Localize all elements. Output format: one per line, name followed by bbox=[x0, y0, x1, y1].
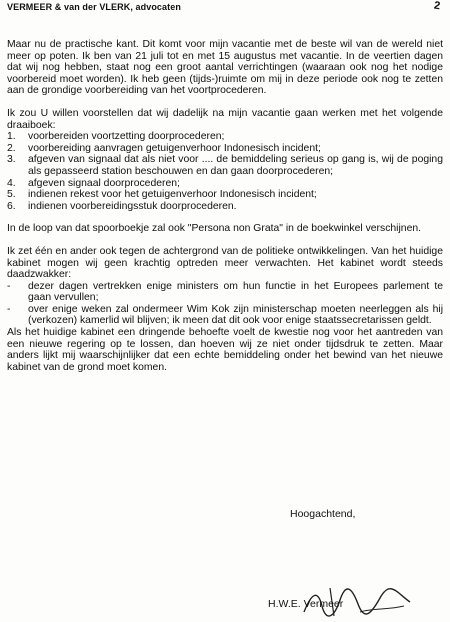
paragraph-politics: Ik zet één en ander ook tegen de achtergrond van de politieke ontwikkelingen. Van het huidige kabinet mogen wij geen krachtig optreden meer verwachten. Het kabinet wordt steeds daadzwakker: bbox=[7, 245, 443, 281]
list-item-text: over enige weken zal ondermeer Wim Kok zijn ministerschap moeten neerleggen als hij (verkozen) kamerlid wil blijven; ik meen dat dit ook voor enige staatssecretarissen geldt. bbox=[28, 303, 443, 327]
list-item bbox=[7, 189, 443, 201]
letter-body bbox=[7, 39, 443, 384]
list-item bbox=[7, 143, 443, 155]
list-item bbox=[7, 154, 443, 177]
list-number: 4. bbox=[7, 177, 16, 189]
paragraph-practical: Maar nu de practische kant. Dit komt voor mijn vacantie met de beste wil van de wereld niet meer op poten. Ik ben van 21 juli tot en met 15 augustus met vacantie. In de veertien dagen dat wij nog hebben, staat nog een groot aantal verrichtingen (waaraan ook nog het nodige voorbereid moet worden). Ik heb geen (tijds-)ruimte om mij in deze periode ook nog te zetten aan de grondige voorbereiding van het voortprocederen. bbox=[7, 39, 443, 97]
list-number: 6. bbox=[7, 200, 16, 212]
list-number: 1. bbox=[7, 131, 16, 143]
list-item-text: afgeven signaal doorprocederen; bbox=[28, 177, 180, 189]
list-item bbox=[7, 304, 443, 327]
list-item bbox=[7, 178, 443, 190]
list-number: 2. bbox=[7, 142, 16, 154]
list-item-text: afgeven van signaal dat als niet voor .... de bemiddeling serieus op gang is, wij de poging als gepasseerd station beschouwen en dan gaan doorprocederen; bbox=[28, 154, 443, 177]
list-item bbox=[7, 281, 443, 304]
list-item-text: indienen rekest voor het getuigenverhoor Indonesisch incident; bbox=[28, 189, 317, 201]
signer-name: H.W.E. Vermeer bbox=[268, 598, 344, 610]
letterhead: VERMEER & van der VLERK, advocaten bbox=[7, 2, 181, 12]
page-number-mark: 2 bbox=[433, 0, 441, 13]
list-item bbox=[7, 131, 443, 143]
paragraph-book: In de loop van dat spoorboekje zal ook "Persona non Grata" in de boekwinkel verschijnen. bbox=[7, 223, 422, 235]
list-number: 5. bbox=[7, 189, 16, 201]
bullet-marker: - bbox=[7, 303, 11, 315]
paragraph-closing: Als het huidige kabinet een dringende behoefte voelt de kwestie nog voor het aantreden van een nieuwe regering op te lossen, dan hoeven wij ze niet onder tijdsdruk te zetten. Maar anders lijkt mij waarschijnlijker dat een echte bemiddeling onder het bewind van het nieuwe kabinet van de grond moet komen. bbox=[7, 327, 443, 373]
bullet-marker: - bbox=[7, 280, 11, 292]
list-item-text: voorbereiding aanvragen getuigenverhoor Indonesisch incident; bbox=[28, 142, 321, 154]
salutation: Hoogachtend, bbox=[290, 508, 356, 520]
draaiboek-list bbox=[7, 131, 443, 212]
list-item bbox=[7, 201, 443, 213]
list-item-text: indienen voorbereidingsstuk doorprocederen. bbox=[28, 200, 237, 212]
politics-bullets bbox=[7, 281, 443, 327]
paragraph-proposal: Ik zou U willen voorstellen dat wij dadelijk na mijn vacantie gaan werken met het volgende draaiboek: bbox=[7, 107, 443, 131]
list-item-text: dezer dagen vertrekken enige ministers om hun functie in het Europees parlement te gaan vervullen; bbox=[28, 280, 443, 304]
list-number: 3. bbox=[7, 154, 16, 166]
list-item-text: voorbereiden voortzetting doorprocederen; bbox=[28, 131, 225, 143]
